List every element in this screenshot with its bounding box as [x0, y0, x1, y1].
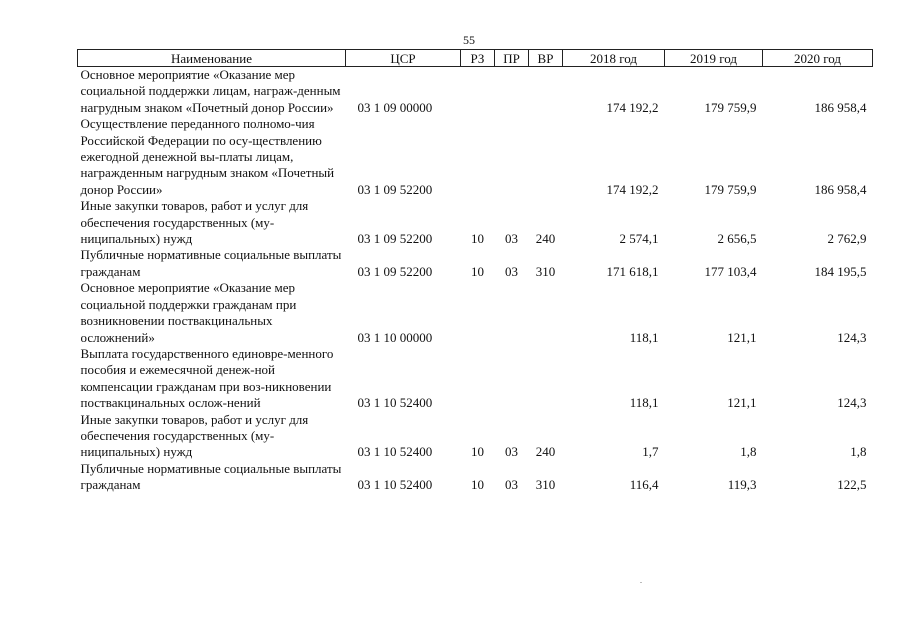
row-rz: 10	[471, 444, 484, 460]
row-rz	[461, 280, 495, 346]
table-row	[78, 346, 873, 412]
header-name: Наименование	[78, 50, 346, 67]
header-csr: ЦСР	[346, 50, 461, 67]
row-csr: 03 1 09 52200	[357, 263, 433, 279]
row-2019: 179 759,9	[704, 181, 757, 197]
row-pr	[495, 116, 529, 198]
row-name: Иные закупки товаров, работ и услуг для обеспечения государственных (му-ниципальных) нужд	[80, 411, 309, 460]
row-2018: 171 618,1	[606, 263, 659, 279]
row-2018: 174 192,2	[606, 181, 659, 197]
row-name: Осуществление переданного полномо-чия Российской Федерации по осу-ществлению ежегодной денежной вы-платы лицам, награжденным нагрудным знаком «Почетный донор России»	[80, 116, 335, 197]
header-vr: ВР	[529, 50, 563, 67]
row-pr: 03	[505, 263, 518, 279]
table-row	[78, 412, 873, 461]
row-name: Публичные нормативные социальные выплаты гражданам	[80, 247, 342, 279]
page-number: 55	[463, 33, 475, 47]
header-2020: 2020 год	[763, 50, 873, 67]
row-2019: 2 656,5	[717, 231, 757, 247]
header-2019: 2019 год	[665, 50, 763, 67]
row-vr: 310	[535, 263, 556, 279]
row-csr: 03 1 09 52200	[357, 181, 433, 197]
row-csr: 03 1 09 00000	[357, 99, 433, 115]
row-2020: 2 762,9	[827, 231, 867, 247]
row-name: Основное мероприятие «Оказание мер социальной поддержки лицам, награж-денным нагрудным знаком «Почетный донор России»	[80, 67, 341, 115]
row-vr	[529, 346, 563, 412]
row-2020: 186 958,4	[814, 181, 867, 197]
row-2020: 122,5	[837, 477, 867, 493]
row-2020: 1,8	[850, 444, 867, 460]
table-row	[78, 67, 873, 117]
row-2019: 179 759,9	[704, 99, 757, 115]
row-csr: 03 1 10 52400	[357, 395, 433, 411]
row-csr: 03 1 10 52400	[357, 444, 433, 460]
row-rz: 10	[471, 263, 484, 279]
row-csr: 03 1 10 00000	[357, 329, 433, 345]
row-2018: 118,1	[629, 329, 659, 345]
row-rz	[461, 116, 495, 198]
row-2019: 121,1	[727, 329, 757, 345]
row-2020: 184 195,5	[814, 263, 867, 279]
row-2018: 1,7	[642, 444, 659, 460]
table-row	[78, 116, 873, 198]
row-pr: 03	[505, 444, 518, 460]
row-2019: 119,3	[727, 477, 757, 493]
row-vr: 310	[535, 477, 556, 493]
row-2019: 121,1	[727, 395, 757, 411]
row-2019: 177 103,4	[704, 263, 757, 279]
row-2019: 1,8	[740, 444, 757, 460]
header-2018: 2018 год	[563, 50, 665, 67]
scan-speck	[640, 582, 642, 583]
table-row	[78, 280, 873, 346]
row-2020: 186 958,4	[814, 99, 867, 115]
row-2018: 118,1	[629, 395, 659, 411]
row-pr	[495, 346, 529, 412]
row-2018: 2 574,1	[619, 231, 659, 247]
row-2020: 124,3	[837, 395, 867, 411]
row-pr: 03	[505, 477, 518, 493]
row-name: Иные закупки товаров, работ и услуг для обеспечения государственных (му-ниципальных) нужд	[80, 198, 309, 247]
header-pr: ПР	[495, 50, 529, 67]
row-vr: 240	[535, 444, 556, 460]
table-header-row	[78, 50, 873, 67]
row-name: Основное мероприятие «Оказание мер социальной поддержки гражданам при возникновении поствакцинальных осложнений»	[80, 280, 297, 345]
row-pr: 03	[505, 231, 518, 247]
row-vr: 240	[535, 231, 556, 247]
row-pr	[495, 280, 529, 346]
row-name: Публичные нормативные социальные выплаты гражданам	[80, 460, 342, 493]
row-rz: 10	[471, 477, 484, 493]
table-row	[78, 461, 873, 494]
row-rz: 10	[471, 231, 484, 247]
row-rz	[461, 67, 495, 117]
row-2020: 124,3	[837, 329, 867, 345]
row-csr: 03 1 10 52400	[357, 477, 433, 493]
budget-table	[77, 49, 873, 494]
row-vr	[529, 67, 563, 117]
row-2018: 116,4	[629, 477, 659, 493]
row-csr: 03 1 09 52200	[357, 231, 433, 247]
header-rz: РЗ	[461, 50, 495, 67]
row-vr	[529, 280, 563, 346]
row-pr	[495, 67, 529, 117]
table-row	[78, 247, 873, 280]
table-row	[78, 198, 873, 247]
row-2018: 174 192,2	[606, 99, 659, 115]
row-rz	[461, 346, 495, 412]
row-vr	[529, 116, 563, 198]
row-name: Выплата государственного единовре-менного пособия и ежемесячной денеж-ной компенсации гражданам при воз-никновении поствакцинальных ослож-нений	[80, 345, 334, 411]
